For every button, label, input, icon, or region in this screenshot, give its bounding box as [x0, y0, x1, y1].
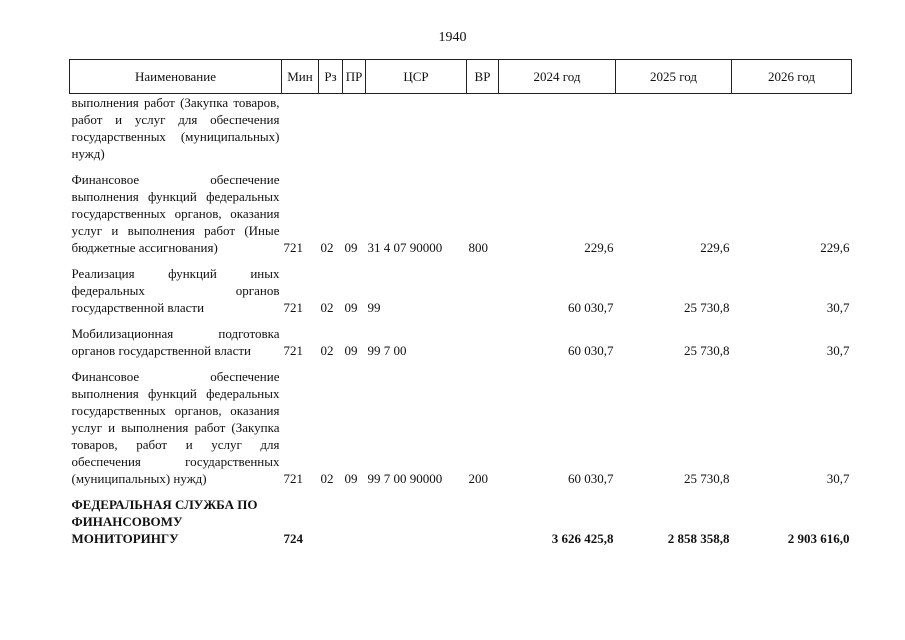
header-csr: ЦСР	[366, 60, 467, 94]
row-2024: 60 030,7	[568, 300, 614, 315]
row-2026: 229,6	[820, 240, 850, 255]
row-2026: 2 903 616,0	[787, 531, 850, 546]
row-vr	[467, 94, 499, 163]
page-number: 1940	[438, 30, 467, 45]
row-csr: 99 7 00	[367, 343, 407, 358]
row-min: 721	[283, 471, 303, 486]
row-rz: 02	[320, 300, 334, 315]
row-name: выполнения работ (Закупка товаров, работ и услуг для обеспечения государственных (муниципальных) нужд)	[71, 95, 280, 161]
row-pr: 09	[344, 343, 358, 358]
row-vr: 800	[468, 240, 488, 255]
header-2024: 2024 год	[499, 60, 616, 94]
row-vr	[467, 316, 499, 359]
row-min: 721	[283, 240, 303, 255]
row-pr	[343, 487, 366, 547]
row-pr: 09	[344, 471, 358, 486]
row-2025: 25 730,8	[684, 343, 730, 358]
row-rz	[319, 94, 343, 163]
row-rz	[319, 487, 343, 547]
row-csr	[366, 94, 467, 163]
row-csr: 31 4 07 90000	[367, 240, 443, 255]
row-min: 724	[283, 531, 303, 546]
row-csr: 99	[367, 300, 381, 315]
row-2025: 2 858 358,8	[667, 531, 730, 546]
row-2025: 25 730,8	[684, 471, 730, 486]
row-2026: 30,7	[826, 343, 850, 358]
header-vr: ВР	[467, 60, 499, 94]
row-name: Мобилизационная подготовка органов государственной власти	[71, 326, 280, 358]
row-name: ФЕДЕРАЛЬНАЯ СЛУЖБА ПО ФИНАНСОВОМУ МОНИТОРИНГУ	[71, 497, 258, 546]
row-pr	[343, 94, 366, 163]
row-pr: 09	[344, 300, 358, 315]
row-vr	[467, 256, 499, 316]
row-2025: 25 730,8	[684, 300, 730, 315]
row-2024: 60 030,7	[568, 343, 614, 358]
table-row	[70, 162, 852, 256]
row-2024: 229,6	[584, 240, 614, 255]
header-min: Мин	[282, 60, 319, 94]
row-2026: 30,7	[826, 300, 850, 315]
budget-table	[69, 59, 852, 547]
row-2026	[732, 94, 852, 163]
row-name: Финансовое обеспечение выполнения функций федеральных государственных органов, оказания услуг и выполнения работ (Закупка товаров, работ и услуг для обеспечения государственных (муниципальных) нужд)	[71, 369, 280, 486]
header-2025: 2025 год	[616, 60, 732, 94]
row-vr: 200	[468, 471, 488, 486]
row-csr	[366, 487, 467, 547]
table-row	[70, 316, 852, 359]
row-min: 721	[283, 300, 303, 315]
row-2025: 229,6	[700, 240, 730, 255]
row-2024	[499, 94, 616, 163]
header-name: Наименование	[70, 60, 282, 94]
table-row-agency-total	[70, 487, 852, 547]
row-pr: 09	[344, 240, 358, 255]
header-pr: ПР	[343, 60, 366, 94]
row-min: 721	[283, 343, 303, 358]
row-2025	[616, 94, 732, 163]
row-2026: 30,7	[826, 471, 850, 486]
row-name: Реализация функций иных федеральных органов государственной власти	[71, 266, 280, 315]
row-2024: 60 030,7	[568, 471, 614, 486]
table-row	[70, 359, 852, 487]
row-name: Финансовое обеспечение выполнения функций федеральных государственных органов, оказания услуг и выполнения работ (Иные бюджетные ассигнования)	[71, 172, 280, 255]
row-rz: 02	[320, 240, 334, 255]
table-row	[70, 94, 852, 163]
header-2026: 2026 год	[732, 60, 852, 94]
row-2024: 3 626 425,8	[551, 531, 614, 546]
row-min	[282, 94, 319, 163]
table-header-row	[70, 60, 852, 94]
row-rz: 02	[320, 471, 334, 486]
header-rz: Рз	[319, 60, 343, 94]
row-rz: 02	[320, 343, 334, 358]
row-csr: 99 7 00 90000	[367, 471, 443, 486]
row-vr	[467, 487, 499, 547]
table-row	[70, 256, 852, 316]
